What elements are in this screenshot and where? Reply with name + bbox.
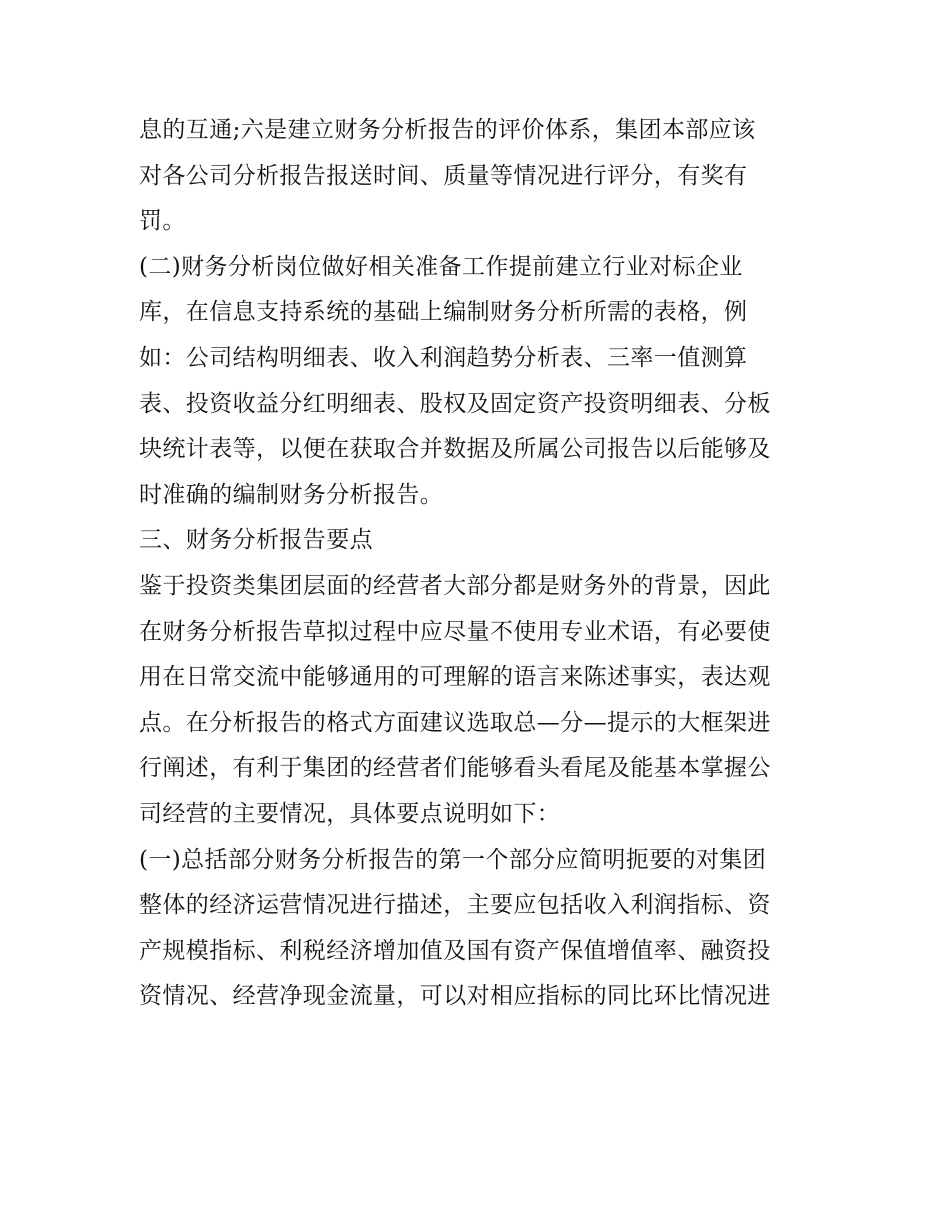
text-line: 用在日常交流中能够通用的可理解的语言来陈述事实，表达观 bbox=[139, 664, 771, 691]
document-body bbox=[139, 108, 819, 1020]
text-line: 息的互通;六是建立财务分析报告的评价体系，集团本部应该 bbox=[139, 117, 756, 143]
text-line: 时准确的编制财务分析报告。 bbox=[139, 481, 444, 508]
text-line: 在财务分析报告草拟过程中应尽量不使用专业术语，有必要使 bbox=[139, 618, 771, 645]
text-line: (一)总括部分财务分析报告的第一个部分应简明扼要的对集团 bbox=[139, 846, 767, 873]
text-line: 资情况、经营净现金流量，可以对相应指标的同比环比情况进 bbox=[139, 983, 771, 1010]
section-heading: 三、财务分析报告要点 bbox=[139, 527, 373, 554]
text-line: 库，在信息支持系统的基础上编制财务分析所需的表格，例 bbox=[139, 299, 748, 326]
text-line: 表、投资收益分红明细表、股权及固定资产投资明细表、分板 bbox=[139, 390, 771, 417]
text-line: 整体的经济运营情况进行描述，主要应包括收入利润指标、资 bbox=[139, 892, 771, 919]
text-line: 鉴于投资类集团层面的经营者大部分都是财务外的背景，因此 bbox=[139, 572, 771, 599]
text-line: 罚。 bbox=[139, 208, 186, 235]
text-line: 行阐述，有利于集团的经营者们能够看头看尾及能基本掌握公 bbox=[139, 755, 771, 782]
text-line: 点。在分析报告的格式方面建议选取总—分—提示的大框架进 bbox=[139, 709, 771, 736]
text-line: 对各公司分析报告报送时间、质量等情况进行评分，有奖有 bbox=[139, 162, 748, 189]
text-line: 如：公司结构明细表、收入利润趋势分析表、三率一值测算 bbox=[139, 344, 748, 371]
text-line: 司经营的主要情况，具体要点说明如下： bbox=[139, 800, 561, 827]
text-line: (二)财务分析岗位做好相关准备工作提前建立行业对标企业 bbox=[139, 253, 743, 280]
text-line: 产规模指标、利税经济增加值及国有资产保值增值率、融资投 bbox=[139, 937, 771, 964]
text-line: 块统计表等，以便在获取合并数据及所属公司报告以后能够及 bbox=[139, 436, 771, 463]
